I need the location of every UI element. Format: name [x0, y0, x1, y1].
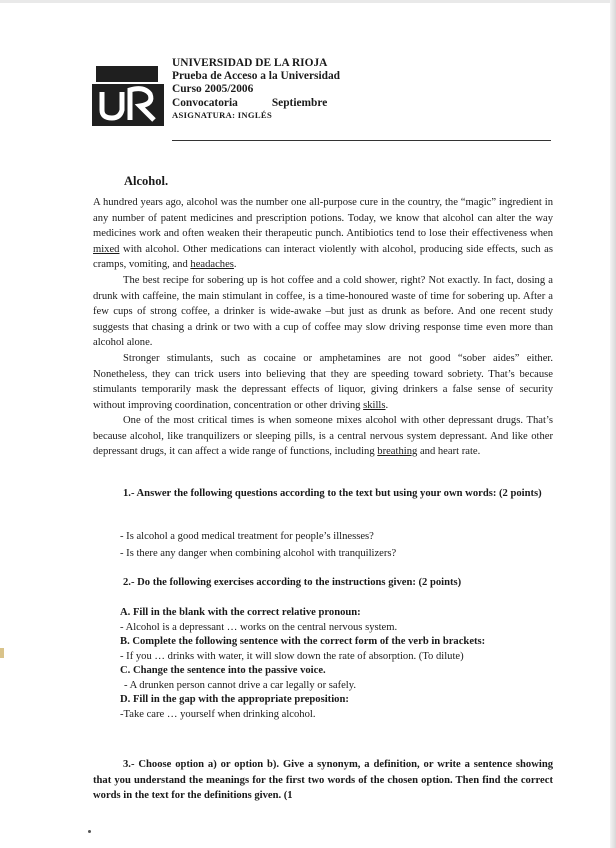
paragraph-3 [93, 351, 553, 413]
paragraph-2: The best recipe for sobering up is hot coffee and a cold shower, right? Not exactly. In fact, dosing a drunk with caffeine, the main stimulant in coffee, is a time-honoured waste of time for sobering up. After a few cups of strong coffee, a drinker is wide-awake –but just as drunk as before. And one recent study suggests that chasing a drink or two with a cup of coffee may slow driving response time even more than alcohol alone. [93, 275, 553, 349]
exercise-d-text: -Take care … yourself when drinking alcohol. [120, 708, 316, 720]
question-1-item: - Is there any danger when combining alcohol with tranquilizers? [120, 548, 397, 559]
exam-name: Prueba de Acceso a la Universidad [172, 70, 341, 83]
exercise-a-title: A. Fill in the blank with the correct relative pronoun: [120, 607, 361, 618]
p1-text-c: . [233, 259, 237, 271]
question-3-text: Choose option a) or option b). Give a synonym, a definition, or write a sentence showing that you understand the meanings for the first two words of the chosen option. Then find the correct words in the text for the definitions given. (1 [93, 759, 554, 802]
question-3-heading [93, 757, 553, 804]
exam-header [172, 57, 412, 121]
convocatoria-label: Convocatoria [172, 96, 238, 109]
university-logo-icon [92, 64, 164, 126]
scan-edge-right [610, 0, 616, 848]
paragraph-1 [93, 195, 553, 273]
p4-underlined-word: breathing [377, 446, 418, 458]
p3-text-a: Stronger stimulants, such as cocaine or amphetamines are not good “sober aides” either. Nonetheless, they can trick users into believing that they are speeding toward sobriety. That’s because stimulants temporarily mask the depressant effects of liquor, giving drinkers a false sense of security without improving coordination, concentration or other driving [93, 353, 553, 411]
p1-underlined-word-2: headaches [190, 259, 234, 271]
text-title: Alcohol. [124, 174, 169, 188]
scan-edge-top [0, 0, 616, 3]
p1-underlined-word-1: mixed [93, 243, 120, 255]
question-1-item: - Is alcohol a good medical treatment for people’s illnesses? [120, 531, 374, 542]
exercise-c-text: - A drunken person cannot drive a car legally or safely. [124, 679, 356, 691]
convocatoria-month: Septiembre [271, 96, 328, 109]
scan-mark [0, 648, 4, 658]
p3-text-b: . [385, 399, 389, 411]
course-year: Curso 2005/2006 [172, 83, 254, 96]
p4-text-b: and heart rate. [417, 446, 481, 458]
exercise-b-text: - If you … drinks with water, it will slow down the rate of absorption. (To dilute) [120, 650, 464, 662]
header-divider [172, 140, 551, 141]
exercise-a-text: - Alcohol is a depressant … works on the central nervous system. [120, 621, 398, 633]
exercise-c-title: C. Change the sentence into the passive voice. [120, 665, 326, 676]
subject-line: ASIGNATURA: INGLÉS [172, 109, 273, 120]
university-name: UNIVERSIDAD DE LA RIOJA [172, 57, 328, 69]
convocatoria-line [172, 97, 412, 110]
p1-text-a: A hundred years ago, alcohol was the number one all-purpose cure in the country, the “magic” ingredient in any number of patent medicines and prescription potions. Today, we know that alcohol can alter the way medicines work and often weaken their therapeutic punch. Antibiotics tend to lose their effectiveness when [93, 197, 553, 240]
question-3-number: 3.- [123, 759, 139, 770]
exercise-d-title: D. Fill in the gap with the appropriate preposition: [120, 694, 349, 705]
p3-underlined-word: skills [363, 399, 386, 411]
p1-text-b: with alcohol. Other medications can interact violently with alcohol, producing side effects, such as cramps, vomiting, and [93, 243, 553, 271]
question-2-exercises [120, 606, 485, 722]
paragraph-4 [93, 413, 553, 460]
p4-text-a: One of the most critical times is when someone mixes alcohol with other depressant drugs. That’s because alcohol, like tranquilizers or sleeping pills, is a central nervous system depressant. And like other depressant drugs, it can affect a wide range of functions, including [93, 415, 553, 458]
question-2-heading: 2.- Do the following exercises according to the instructions given: (2 points) [123, 577, 462, 588]
exercise-b-title: B. Complete the following sentence with the correct form of the verb in brackets: [120, 636, 486, 647]
question-1-list [120, 528, 396, 562]
scan-speck [88, 830, 91, 833]
question-1-heading: 1.- Answer the following questions according to the text but using your own words: (2 points) [123, 488, 542, 499]
